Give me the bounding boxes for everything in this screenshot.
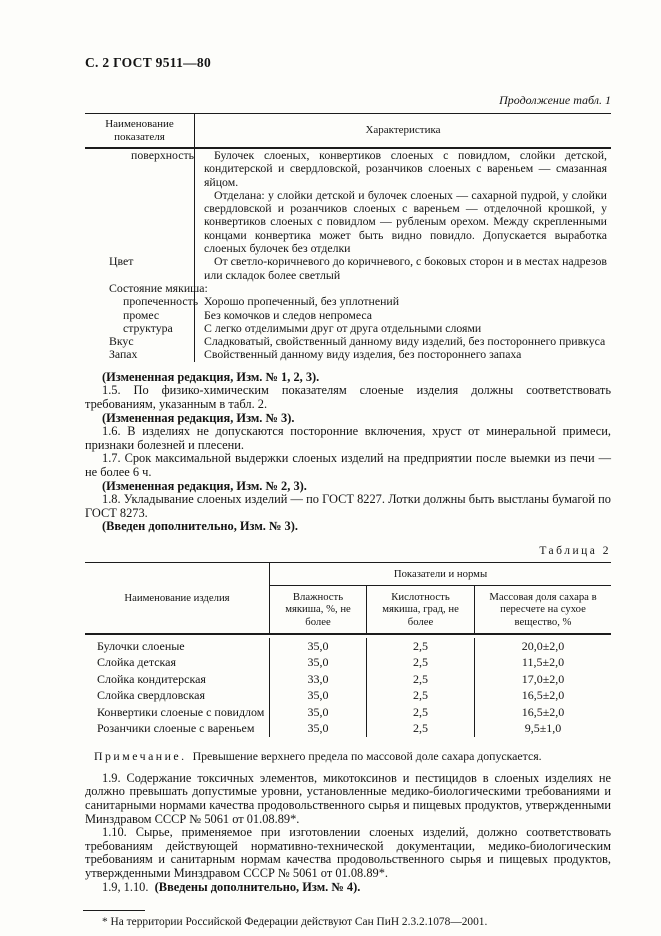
table2-header-moisture: Влажность мякиша, %, не более [270,586,367,633]
row-label: промес [85,309,195,322]
amendment-note: (Введен дополнительно, Изм. № 3). [102,519,298,534]
footnote-text: * На территории Российской Федерации действуют Сан ПиН 2.3.2.1078—2001. [102,916,488,929]
row-value [195,348,611,361]
product-name: Конвертики слоеные с повидлом [85,704,270,720]
row-value [195,309,611,322]
table1 [85,113,611,362]
note-text: Превышение верхнего предела по массовой доле сахара допускается. [192,748,542,763]
moisture-value: 35,0 [270,720,367,736]
table1-caption: Продолжение табл. 1 [499,93,611,107]
table-row [85,322,611,335]
row-value [195,149,611,255]
row-value [195,335,611,348]
row-value-paragraph: Булочек слоеных, конвертиков слоеных с повидлом, слойки детской, кондитерской и свердловской, розанчиков слоеных с вареньем — смазанная яйцом. [204,148,607,189]
acidity-value: 2,5 [367,671,475,687]
row-value [195,282,611,295]
table-row [85,335,611,348]
sugar-value: 16,5±2,0 [521,688,565,703]
acidity-value: 2,5 [367,704,475,720]
footnote-rule [83,910,145,911]
product-name: Слойка детская [85,654,270,670]
row-value-paragraph: Без комочков и следов непромеса [204,307,373,322]
paragraph-1-7: 1.7. Срок максимальной выдержки слоеных изделий на предприятии после выемки из печи — не более 6 ч. [85,451,611,479]
paragraph-1-5: 1.5. По физико-химическим показателям слоеные изделия должны соответствовать требованиям, указанным в табл. 2. [85,383,611,411]
table2-header-acidity: Кислотность мякиша, град, не более [367,586,475,633]
table1-header-indicator: Наименование показателя [85,114,195,147]
table-row [85,671,611,687]
row-label: Вкус [85,335,195,348]
row-value-paragraph: Отделана: у слойки детской и булочек слоеных — сахарной пудрой, у слойки свердловской и розанчиков слоеных с вареньем — отделочной крошкой, у конвертиков слоеных с повидлом — рубленым орехом. Между скрепленными концами конвертика может быть видно повидло. Допускается выработка слоеных булочек без отделки [204,187,607,256]
table1-header-characteristic: Характеристика [365,124,441,137]
moisture-value: 35,0 [270,687,367,703]
table-row [85,255,611,282]
amendment-note: (Введены дополнительно, Изм. № 4). [154,879,361,894]
row-value-paragraph: От светло-коричневого до коричневого, с боковых сторон и в местах надрезов или складок более светлый [204,254,607,282]
acidity-value: 2,5 [367,687,475,703]
row-label: Состояние мякиша: [85,282,195,295]
moisture-value: 35,0 [270,704,367,720]
product-name: Слойка свердловская [85,687,270,703]
row-value [195,255,611,282]
section-paragraphs [85,772,611,894]
table-row [85,720,611,736]
product-name: Булочки слоеные [85,638,270,654]
moisture-value: 35,0 [270,654,367,670]
table2-header-group: Показатели и нормы [270,563,611,586]
table2-header-product: Наименование изделия [85,563,270,633]
table2-body [85,635,611,736]
moisture-value: 35,0 [270,638,367,654]
table-row [85,704,611,720]
sugar-value: 17,0±2,0 [521,671,565,686]
table-row [85,687,611,703]
paragraph-1-8: 1.8. Укладывание слоеных изделий — по ГОСТ 8227. Лотки должны быть выстланы бумагой по ГОСТ 8273. [85,492,611,520]
row-value [195,322,611,335]
moisture-value: 33,0 [270,671,367,687]
sugar-value: 11,5±2,0 [521,655,565,670]
sugar-value: 20,0±2,0 [521,639,565,654]
table2-header [85,563,611,635]
sugar-value: 9,5±1,0 [524,721,562,736]
paragraph-1-10: 1.10. Сырье, применяемое при изготовлении слоеных изделий, должно соответствовать требованиям действующей нормативно-технической документации, медико-биологическим требованиям и санитарным нормам качества продовольственного сырья и пищевых продуктов, утвержденными Минздравом СССР № 5061 от 01.08.89*. [85,825,611,880]
amendment-note: (Измененная редакция, Изм. № 3). [102,410,295,425]
table-row [85,638,611,654]
table2-header-sugar: Массовая доля сахара в пересчете на сухое вещество, % [489,591,597,628]
row-label: Запах [85,348,195,361]
page-header: С. 2 ГОСТ 9511—80 [85,55,212,70]
product-name: Слойка кондитерская [85,671,270,687]
table-row [85,282,611,295]
paragraph-1-9-1-10 [85,881,611,895]
paragraph-1-9: 1.9. Содержание токсичных элементов, микотоксинов и пестицидов в слоеных изделиях не должно превышать допустимые уровни, установленные медико-биологическими требованиями и санитарными нормами качества продовольственного сырья и пищевых продуктов, утвержденными Минздравом СССР № 5061 от 01.08.89*. [85,770,611,826]
paragraph-1-6: 1.6. В изделиях не допускаются посторонние включения, хруст от минеральной примеси, признаки болезней и плесени. [85,424,611,452]
row-label: поверхность [85,149,195,255]
product-name: Розанчики слоеные с вареньем [85,720,270,736]
table-row [85,309,611,322]
paragraph-prefix: 1.9, 1.10. [102,879,149,894]
row-value-paragraph: С легко отделимыми друг от друга отдельными слоями [204,320,482,335]
table2-note [94,750,611,763]
amendment-note: (Измененная редакция, Изм. № 2, 3). [102,478,307,493]
sugar-value: 16,5±2,0 [521,704,565,719]
table-row [85,149,611,255]
row-label: Цвет [85,255,195,282]
table2 [85,562,611,737]
table-row [85,654,611,670]
acidity-value: 2,5 [367,638,475,654]
section-paragraphs [85,371,611,534]
table-row [85,348,611,361]
row-value-paragraph: Сладковатый, свойственный данному виду изделий, без постороннего привкуса [204,334,606,349]
table1-header-row [85,114,611,149]
row-value [195,295,611,308]
table-row [85,295,611,308]
row-label: структура [85,322,195,335]
acidity-value: 2,5 [367,654,475,670]
row-label: пропеченность [85,295,195,308]
acidity-value: 2,5 [367,720,475,736]
row-value-paragraph: Хорошо пропеченный, без уплотнений [204,294,400,309]
table2-caption: Таблица 2 [539,544,611,557]
note-label: Примечание. [94,748,187,763]
amendment-note: (Измененная редакция, Изм. № 1, 2, 3). [102,369,320,384]
row-value-paragraph: Свойственный данному виду изделия, без постороннего запаха [204,347,522,362]
